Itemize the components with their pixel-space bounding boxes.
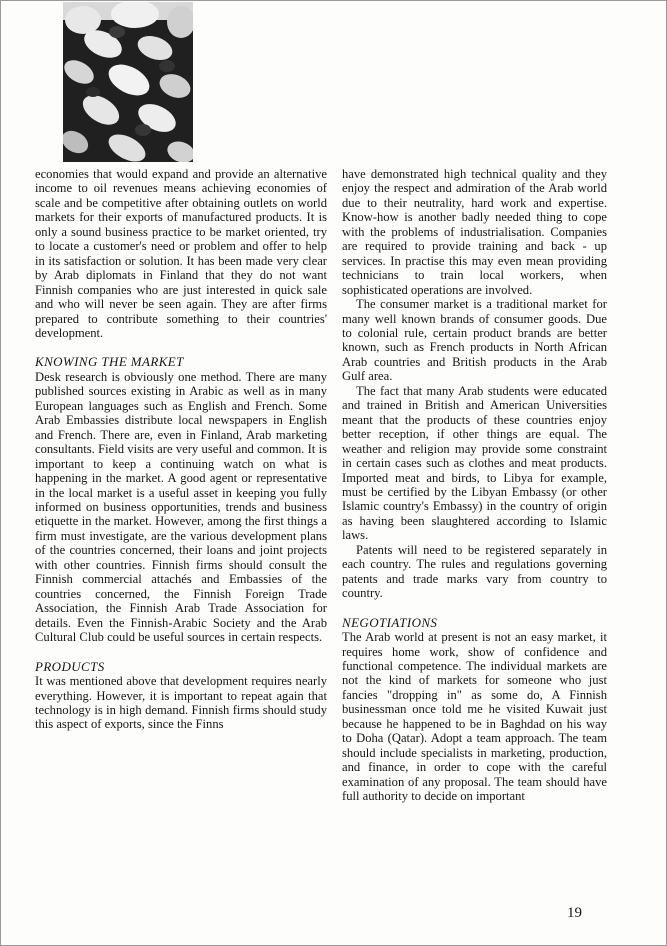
page-number: 19 [567,905,582,921]
people-praying-photo [63,2,193,162]
paragraph: Patents will need to be registered separately in each country. The rules and regulations governing patents and trade marks vary from country to country. [342,542,607,601]
paragraph: The fact that many Arab students were educated and trained in British and American Universities meant that the products of these countries enjoy better reception, if other things are equal. The weather and religion may provide some constraint in certain cases such as clothes and meat products. Imported meat and birds, to Libya for example, must be certified by the Libyan Embassy (or other Islamic country's Embassy) in the country of origin as having been slaughtered according to Islamic laws. [342,383,607,543]
section-heading-negotiations: NEGOTIATIONS [342,614,438,630]
paragraph: The consumer market is a traditional market for many well known brands of consumer goods. Due to colonial rule, certain product brands are better known, such as French products in North African Arab countries and British products in the Arab Gulf area. [342,297,607,384]
right-text-column [342,167,607,804]
paragraph: economies that would expand and provide an alternative income to oil revenues means achieving economies of scale and be competitive after obtaining outlets on world markets for their exports of manufactured products. It is only a sound business practice to be market oriented, try to locate a customer's need or problem and offer to help in its satisfaction or solution. It has been made very clear by Arab diplomats in Finland that they do not want Finnish companies who are just interested in quick sale and who will never be seen again. They are after firms prepared to contribute something to their countries' development. [35,167,327,340]
section-heading-products: PRODUCTS [35,658,105,674]
paragraph: Desk research is obviously one method. There are many published sources existing in Arabic as well as in many European languages such as English and French. Some Arab Embassies distribute local newspapers in English and French. There are, even in Finland, Arab marketing consultants. Field visits are very useful and common. It is important to keep a continuing watch on what is happening in the market. A good agent or representative in the local market is a useful asset in keeping you fully informed on business opportunities, trends and business etiquette in the market. However, among the first things a firm must investigate, are the various development plans of the countries concerned, their loans and joint projects with other countries. Finnish firms should consult the Finnish commercial attachés and Embassies of the countries concerned, the Finnish Foreign Trade Association, the Finnish Arab Trade Association for details. Even the Finnish-Arabic Society and the Arab Cultural Club could be useful sources in certain respects. [35,369,327,645]
paragraph: The Arab world at present is not an easy market, it requires home work, show of confidence and functional competence. The individual markets are not the kind of markets for someone who just fancies "dropping in" as some do, A Finnish businessman once told me he visited Kuwait just because he happened to be in Baghdad on his way to Doha (Qatar). Adopt a team approach. The team should include specialists in marketing, production, and finance, in order to cope with the careful examination of any proposal. The team should have full authority to decide on important [342,630,607,804]
paragraph: have demonstrated high technical quality and they enjoy the respect and admiration of the Arab world due to their neutrality, hard work and expertise. Know-how is another badly needed thing to cope with the problems of industrialisation. Companies are required to provide training and back - up services. In practise this may even mean providing technicians to train local workers, when sophisticated operations are involved. [342,167,607,297]
paragraph: It was mentioned above that development requires nearly everything. However, it is important to repeat again that technology is in high demand. Finnish firms should study this aspect of exports, since the Finns [35,674,327,732]
people-praying-photo-icon [63,2,193,162]
left-text-column [35,167,327,732]
section-heading-knowing-the-market: KNOWING THE MARKET [35,354,184,370]
